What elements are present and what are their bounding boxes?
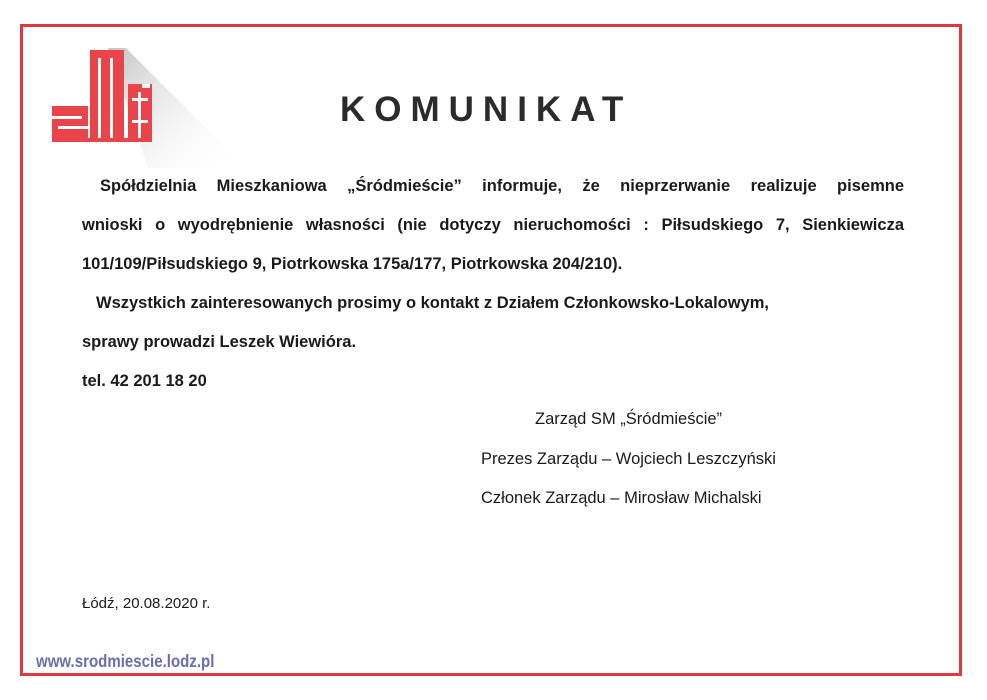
- paragraph-2-line-1: Wszystkich zainteresowanych prosimy o kontakt z Działem Członkowsko-Lokalowym,: [96, 294, 770, 312]
- signature-member: Członek Zarządu – Mirosław Michalski: [481, 489, 762, 507]
- smś-logo-icon: [48, 40, 238, 168]
- signature-president: Prezes Zarządu – Wojciech Leszczyński: [481, 450, 776, 468]
- signature-board: Zarząd SM „Śródmieście”: [535, 410, 723, 428]
- phone-number: tel. 42 201 18 20: [82, 372, 207, 390]
- website-link[interactable]: www.srodmiescie.lodz.pl: [36, 651, 215, 671]
- issue-date: Łódź, 20.08.2020 r.: [82, 595, 211, 612]
- page-title: KOMUNIKAT: [340, 90, 633, 129]
- paragraph-1-line-3: 101/109/Piłsudskiego 9, Piotrkowska 175a/177, Piotrkowska 204/210).: [82, 255, 623, 273]
- paragraph-1-line-1: Spółdzielnia Mieszkaniowa „Śródmieście” informuje, że nieprzerwanie realizuje pisemne: [100, 177, 904, 195]
- paragraph-2-line-2: sprawy prowadzi Leszek Wiewióra.: [82, 333, 357, 351]
- paragraph-1-line-2: wnioski o wyodrębnienie własności (nie dotyczy nieruchomości : Piłsudskiego 7, Sienkiewicza: [82, 216, 904, 234]
